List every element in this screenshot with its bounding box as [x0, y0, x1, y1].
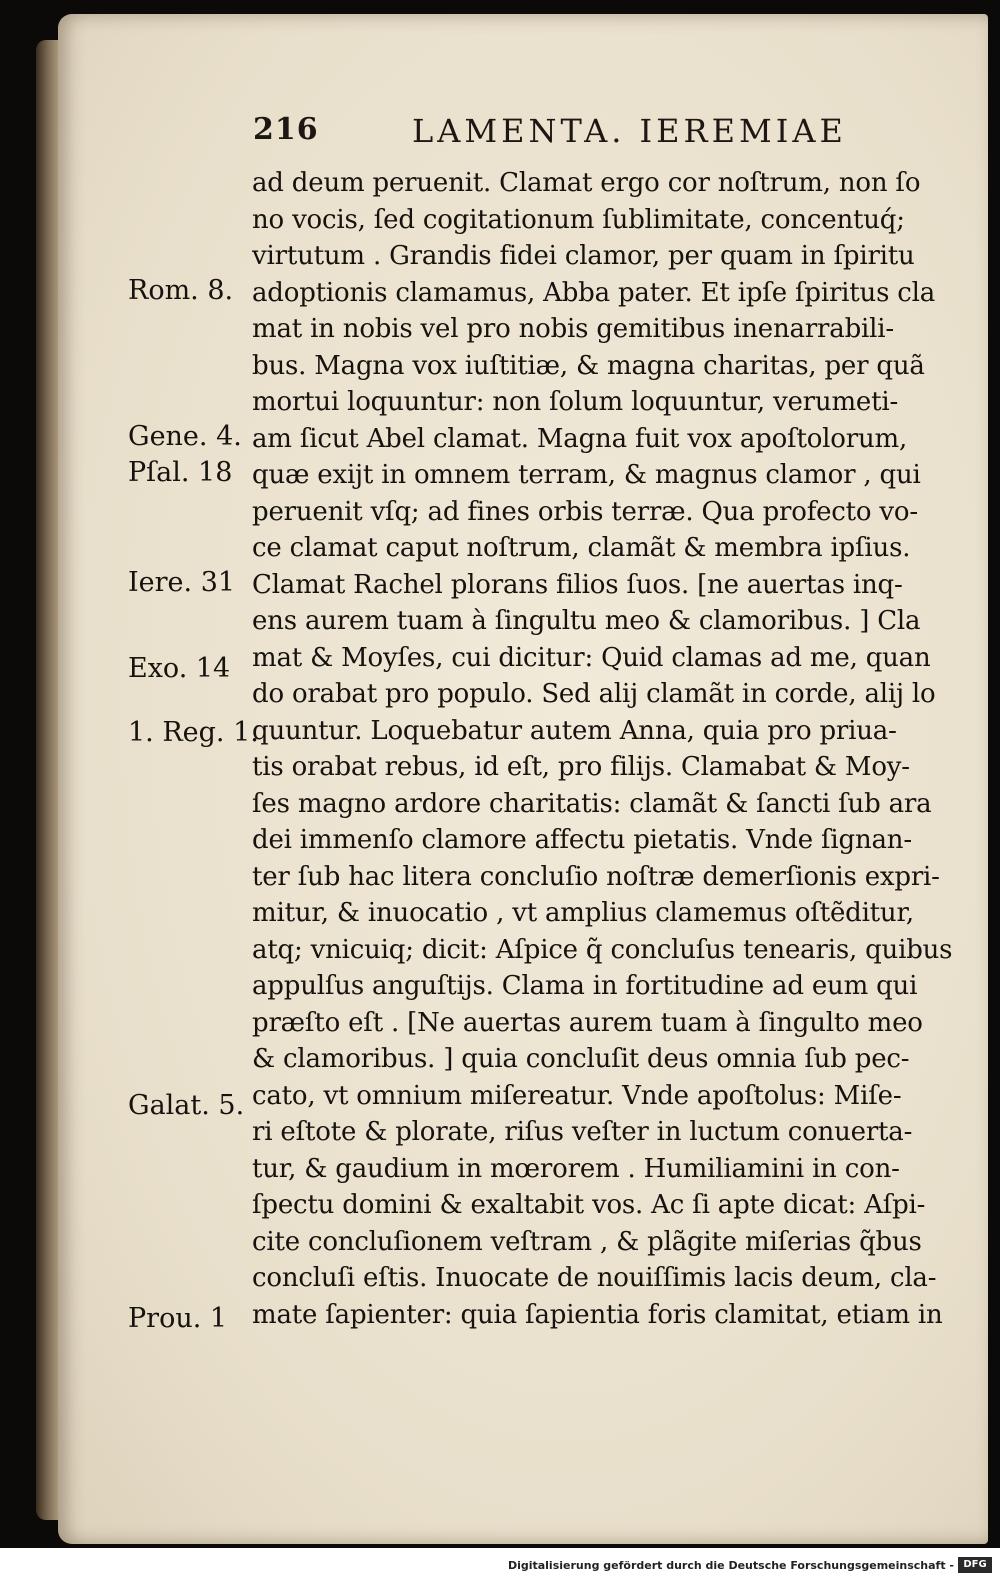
page-number: 216	[253, 112, 319, 147]
text-line: am ſicut Abel clamat. Magna fuit vox apoſtolorum,	[252, 423, 908, 454]
text-line: mitur, & inuocatio , vt amplius clamemus oſtẽditur,	[252, 898, 914, 928]
text-line: cite concluſionem veſtram , & plãgite miſerias q̃bus	[252, 1226, 922, 1257]
text-line: concluſi eſtis. Inuocate de nouiſſimis lacis deum, cla-	[252, 1263, 937, 1293]
running-head: LAMENTA. IEREMIAE	[412, 112, 847, 150]
marginal-reference: Gene. 4.	[128, 421, 242, 452]
text-line: mat in nobis vel pro nobis gemitibus inenarrabili-	[252, 314, 894, 344]
text-line: ens aurem tuam à ſingultu meo & clamoribus. ] Cla	[252, 606, 921, 636]
text-line: ſpectu domini & exaltabit vos. Ac ſi apte dicat: Aſpi-	[252, 1190, 926, 1220]
marginal-reference: Pſal. 18	[128, 457, 233, 488]
dfg-logo: DFG	[958, 1557, 992, 1573]
text-line: dei immenſo clamore affectu pietatis. Vnde ſignan-	[252, 825, 912, 855]
text-line: mate ſapienter: quia ſapientia foris clamitat, etiam in	[252, 1299, 943, 1330]
text-line: Clamat Rachel plorans filios ſuos. [ne auertas inq-	[252, 569, 903, 600]
text-line: mortui loquuntur: non ſolum loquuntur, verumeti-	[252, 387, 899, 417]
text-line: do orabat pro populo. Sed alij clamãt in corde, alij lo	[252, 679, 936, 709]
marginal-reference: Prou. 1	[128, 1303, 228, 1334]
marginal-reference: Rom. 8.	[128, 275, 234, 306]
text-line: adoptionis clamamus, Abba pater. Et ipſe ſpiritus cla	[252, 277, 936, 308]
text-line: tur, & gaudium in mœrorem . Humiliamini in con-	[252, 1153, 900, 1184]
marginal-reference: Galat. 5.	[128, 1090, 245, 1121]
text-line: quæ exijt in omnem terram, & magnus clamor , qui	[252, 460, 921, 490]
text-line: peruenit vſq; ad fines orbis terræ. Qua profecto vo-	[252, 496, 918, 527]
text-line: ſes magno ardore charitatis: clamãt & ſancti ſub ara	[252, 788, 932, 819]
text-line: ad deum peruenit. Clamat ergo cor noſtrum, non ſo	[252, 168, 921, 198]
text-line: no vocis, ſed cogitationum ſublimitate, concentuq́;	[252, 204, 905, 235]
text-line: virtutum . Grandis fidei clamor, per quam in ſpiritu	[252, 241, 915, 271]
text-line: appulſus anguſtijs. Clama in fortitudine ad eum qui	[252, 971, 918, 1001]
text-line: & clamoribus. ] quia concluſit deus omnia ſub pec-	[252, 1044, 910, 1074]
text-line: ter ſub hac litera concluſio noſtræ demerſionis expri-	[252, 861, 940, 892]
page-header	[0, 112, 1000, 162]
text-line: ce clamat caput noſtrum, clamãt & membra ipſius.	[252, 533, 911, 563]
text-line: ri eſtote & plorate, riſus veſter in luctum conuerta-	[252, 1117, 913, 1147]
text-line: atq; vnicuiq; dicit: Aſpice q̃ concluſus tenearis, quibus	[252, 934, 953, 965]
body-text	[252, 165, 968, 1333]
text-line: mat & Moyſes, cui dicitur: Quid clamas ad me, quan	[252, 642, 931, 673]
marginal-reference: 1. Reg. 1.	[128, 717, 259, 748]
funding-credit: Digitalisierung gefördert durch die Deutsche Forschungsgemeinschaft -	[507, 1559, 954, 1572]
text-line: præſto eſt . [Ne auertas aurem tuam à ſingulto meo	[252, 1007, 923, 1038]
text-line: quuntur. Loquebatur autem Anna, quia pro priua-	[252, 715, 897, 746]
text-line: bus. Magna vox iuſtitiæ, & magna charitas, per quã	[252, 350, 925, 381]
footer-bar	[0, 1548, 1000, 1582]
text-line: cato, vt omnium miſereatur. Vnde apoſtolus: Miſe-	[252, 1080, 902, 1111]
text-line: tis orabat rebus, id eſt, pro filijs. Clamabat & Moy-	[252, 752, 910, 782]
marginal-reference: Iere. 31	[128, 567, 236, 598]
marginal-reference: Exo. 14	[128, 653, 231, 684]
